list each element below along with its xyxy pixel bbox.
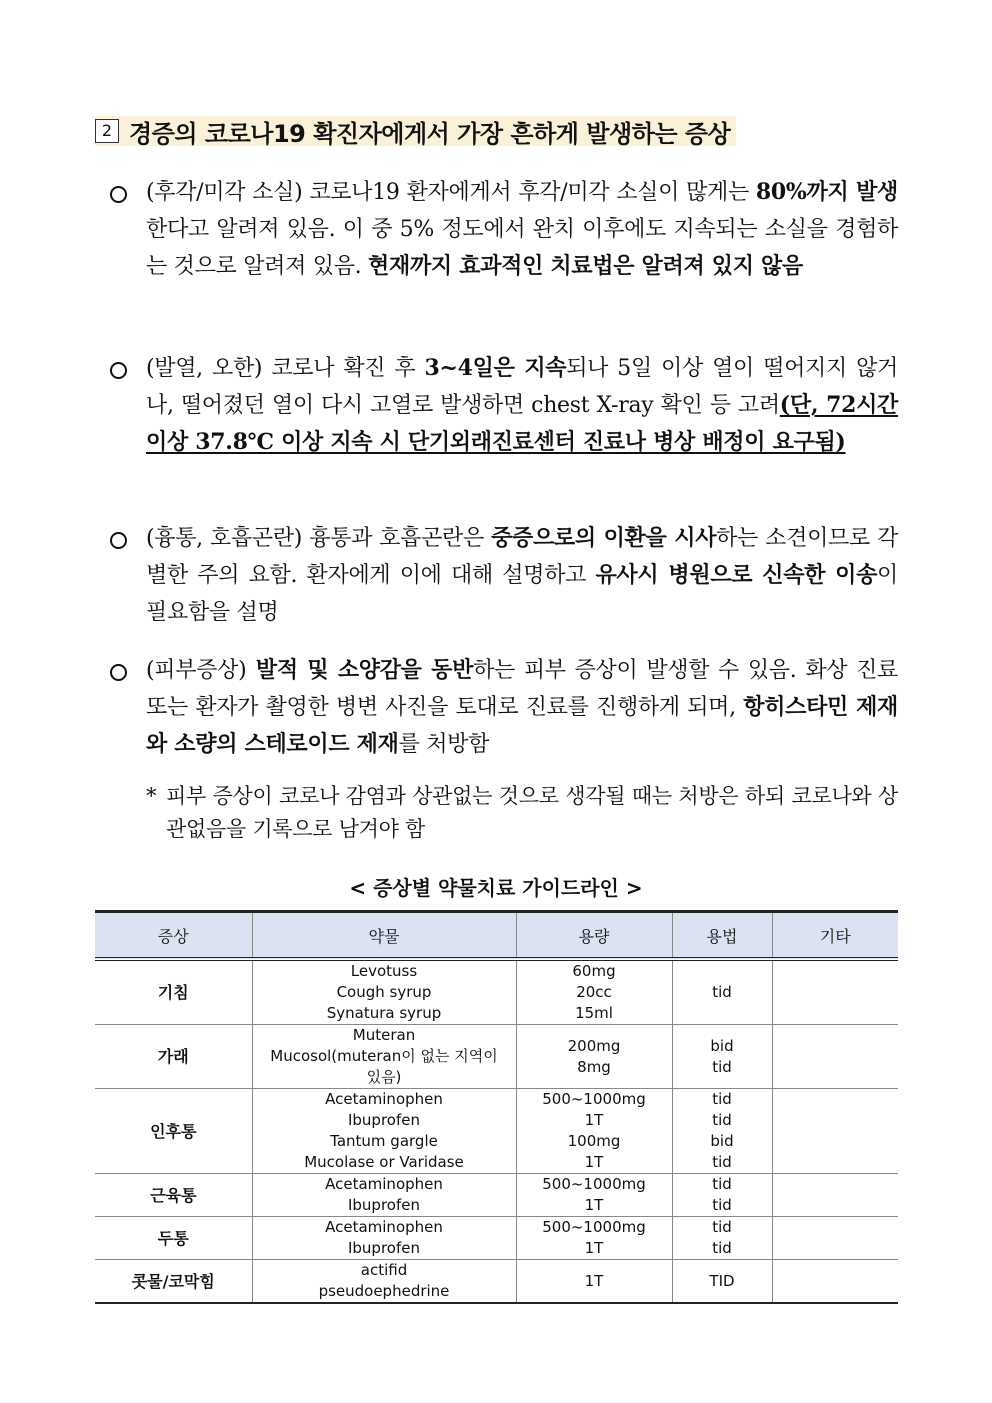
usage-cell (672, 1089, 772, 1174)
dose-line: 500~1000mg (542, 1218, 646, 1236)
drug-cell (252, 1089, 516, 1174)
section-heading-highlight (95, 116, 736, 146)
drug-line: Ibuprofen (347, 1111, 420, 1129)
symptom-cell (95, 1025, 252, 1089)
usage-line: bid (710, 1132, 734, 1150)
medication-guide-table (95, 910, 898, 1304)
dose-cell (516, 1217, 672, 1260)
usage-line: tid (712, 983, 732, 1001)
drug-line: Acetaminophen (325, 1218, 443, 1236)
dose-cell (516, 1025, 672, 1089)
symptom-label: 두통 (157, 1228, 189, 1248)
bullet-text: 한다고 알려져 있음. 이 중 5% 정도에서 완치 이후에도 지속되는 소실을 경험하는 것으로 알려져 있음. (146, 217, 898, 279)
drug-line: Ibuprofen (347, 1196, 420, 1214)
bullet-lead: (발열, 오한) (146, 356, 263, 381)
bullet-lead: (피부증상) (146, 658, 247, 683)
dose-cell (516, 1174, 672, 1217)
table-row (95, 1260, 898, 1304)
bullet-emphasis: 유사시 병원으로 신속한 이송 (595, 562, 878, 588)
bullet-emphasis: 3~4일은 지속 (424, 355, 567, 381)
etc-cell (772, 1217, 898, 1260)
bullet-emphasis: 중증으로의 이환을 시사 (491, 525, 717, 551)
table-row (95, 1025, 898, 1089)
drug-line: 있음) (366, 1068, 402, 1086)
drug-line: Tantum gargle (330, 1132, 438, 1150)
usage-line: tid (712, 1239, 732, 1257)
table-row (95, 959, 898, 1025)
usage-cell (672, 959, 772, 1025)
usage-cell (672, 1025, 772, 1089)
symptom-label: 근육통 (150, 1185, 197, 1205)
drug-cell (252, 1025, 516, 1089)
symptom-cell (95, 1174, 252, 1217)
usage-line: bid (710, 1036, 734, 1055)
dose-cell (516, 1260, 672, 1304)
drug-cell (252, 1217, 516, 1260)
section-heading (95, 114, 736, 148)
etc-cell (772, 1089, 898, 1174)
symptom-label: 인후통 (150, 1121, 197, 1141)
dose-cell (516, 1089, 672, 1174)
circle-bullet-icon (110, 532, 127, 549)
dose-line: 1T (584, 1111, 604, 1129)
header-dose: 용량 (516, 912, 672, 960)
usage-line: tid (712, 1090, 732, 1108)
bullet-lead: (흉통, 호흡곤란) (146, 526, 303, 551)
drug-line: Mucosol(muteran이 없는 지역이 (270, 1047, 498, 1065)
bullet-chest-pain (110, 520, 898, 631)
bullet-skin (110, 652, 898, 763)
dose-line: 20cc (576, 983, 612, 1001)
bullet-text: 코로나19 환자에게서 후각/미각 소실이 많게는 (302, 180, 756, 205)
symptom-cell (95, 959, 252, 1025)
usage-line: tid (712, 1057, 732, 1076)
bullet-emphasis: 80%까지 발생 (755, 179, 898, 205)
drug-line: Muteran (352, 1026, 416, 1044)
drug-line: actifid (360, 1261, 408, 1279)
dose-line: 8mg (577, 1057, 611, 1076)
drug-line: Acetaminophen (325, 1090, 443, 1108)
circle-bullet-icon (110, 664, 127, 681)
drug-line: Levotuss (350, 962, 418, 980)
dose-line: 100mg (567, 1132, 621, 1150)
drug-line: Mucolase or Varidase (304, 1153, 464, 1171)
circle-bullet-icon (110, 362, 127, 379)
symptom-label: 가래 (157, 1047, 189, 1066)
drug-cell (252, 959, 516, 1025)
table-row (95, 1174, 898, 1217)
header-symptom: 증상 (95, 912, 252, 960)
usage-line: tid (712, 1175, 732, 1193)
symptom-cell (95, 1089, 252, 1174)
usage-cell (672, 1260, 772, 1304)
drug-line: Ibuprofen (347, 1239, 420, 1257)
bullet-text: 이 필요함을 설명 (146, 563, 898, 625)
drug-line: Cough syrup (336, 983, 432, 1001)
bullet-text: 코로나 확진 후 (262, 356, 425, 381)
dose-line: 1T (584, 1153, 604, 1171)
dose-line: 60mg (572, 962, 616, 980)
symptom-label: 기침 (157, 983, 189, 1002)
usage-line: TID (709, 1271, 735, 1290)
bullet-text: 되나 5일 이상 열이 떨어지지 않거나, 떨어졌던 열이 다시 고열로 발생하면 chest X-ray 확인 등 고려 (146, 356, 898, 418)
header-drug: 약물 (252, 912, 516, 960)
drug-line: Synatura syrup (326, 1004, 442, 1022)
symptom-cell (95, 1217, 252, 1260)
bullet-text: 하는 피부 증상이 발생할 수 있음. 화상 진료 또는 환자가 촬영한 병변 사진을 토대로 진료를 진행하게 되며, (146, 658, 898, 720)
header-etc: 기타 (772, 912, 898, 960)
etc-cell (772, 1025, 898, 1089)
drug-line: pseudoephedrine (318, 1282, 450, 1300)
symptom-label: 콧물/코막힘 (131, 1271, 215, 1291)
dose-line: 15ml (575, 1004, 613, 1022)
bullet-fever (110, 350, 898, 461)
table-row (95, 1217, 898, 1260)
dose-line: 1T (584, 1239, 604, 1257)
bullet-emphasis: 항히스타민 제재와 소량의 스테로이드 제재 (146, 694, 898, 757)
circle-bullet-icon (110, 186, 127, 203)
bullet-text: 를 처방함 (398, 732, 490, 757)
symptom-cell (95, 1260, 252, 1304)
note-asterisk: * (146, 784, 157, 808)
dose-cell (516, 959, 672, 1025)
dose-line: 200mg (567, 1036, 621, 1055)
table-header-row (95, 912, 898, 960)
dose-line: 1T (584, 1271, 604, 1290)
bullet-emphasis: 발적 및 소양감을 동반 (246, 657, 474, 683)
usage-cell (672, 1174, 772, 1217)
usage-line: tid (712, 1218, 732, 1236)
bullet-smell-taste (110, 174, 898, 285)
usage-line: tid (712, 1153, 732, 1171)
drug-cell (252, 1174, 516, 1217)
table-row (95, 1089, 898, 1174)
skin-note (146, 780, 898, 846)
dose-line: 500~1000mg (542, 1175, 646, 1193)
section-title: 경증의 코로나19 확진자에게서 가장 흔하게 발생하는 증상 (129, 119, 731, 148)
header-usage: 용법 (672, 912, 772, 960)
etc-cell (772, 1260, 898, 1304)
etc-cell (772, 1174, 898, 1217)
drug-cell (252, 1260, 516, 1304)
etc-cell (772, 959, 898, 1025)
section-number-box: 2 (95, 119, 119, 143)
drug-line: Acetaminophen (325, 1175, 443, 1193)
bullet-underlined-emphasis: (단, 72시간 이상 37.8℃ 이상 지속 시 단기외래진료센터 진료나 병상 배정이 요구됨) (146, 392, 898, 455)
bullet-lead: (후각/미각 소실) (146, 180, 303, 205)
usage-line: tid (712, 1196, 732, 1214)
bullet-text: 하는 소견이므로 각별한 주의 요함. 환자에게 이에 대해 설명하고 (146, 526, 898, 588)
note-text: 피부 증상이 코로나 감염과 상관없는 것으로 생각될 때는 처방은 하되 코로나와 상관없음을 기록으로 남겨야 함 (166, 784, 898, 841)
usage-line: tid (712, 1111, 732, 1129)
usage-cell (672, 1217, 772, 1260)
bullet-text: 흉통과 호흡곤란은 (302, 526, 492, 551)
table-title: < 증상별 약물치료 가이드라인 > (349, 876, 643, 900)
dose-line: 500~1000mg (542, 1090, 646, 1108)
bullet-emphasis: 현재까지 효과적인 치료법은 알려져 있지 않음 (368, 253, 803, 279)
dose-line: 1T (584, 1196, 604, 1214)
